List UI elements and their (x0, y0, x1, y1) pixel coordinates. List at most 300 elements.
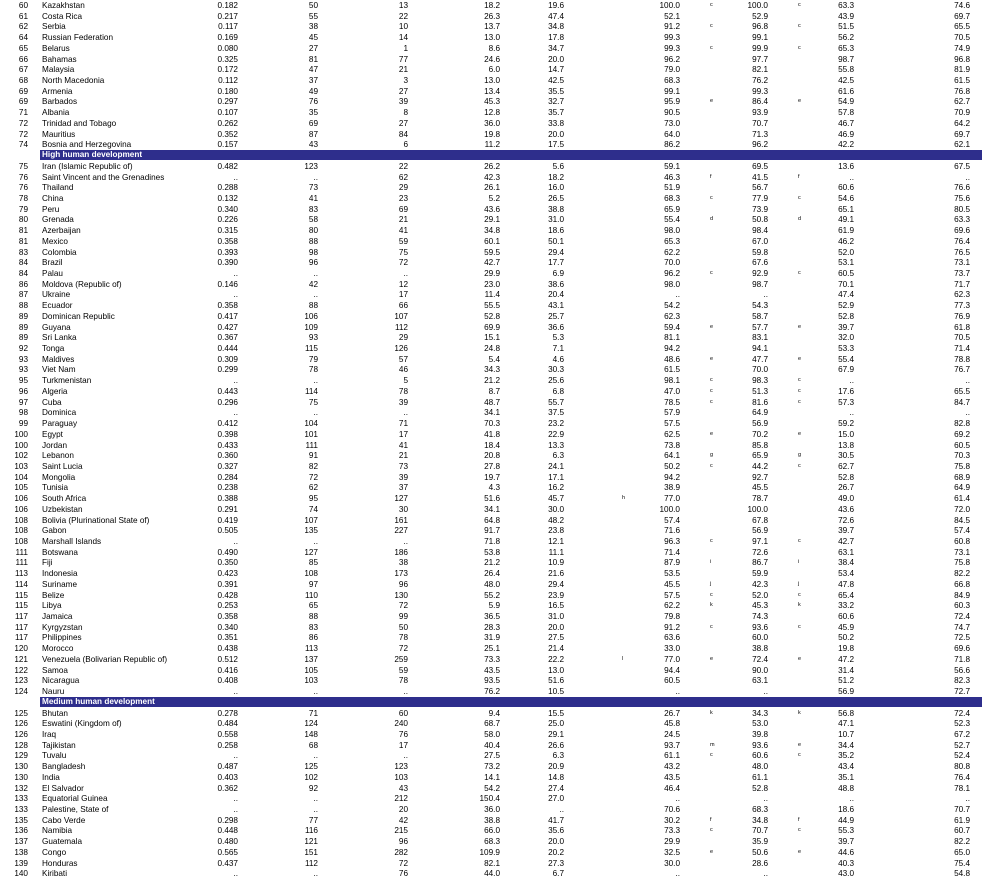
value-cell: 52.8 (838, 472, 854, 482)
value-cell: 59.8 (752, 247, 768, 257)
value-cell: .. (233, 172, 238, 182)
value-cell: c (710, 44, 713, 51)
value-cell: 98 (308, 247, 318, 257)
value-cell: 52.1 (664, 11, 680, 21)
value-cell: 72 (398, 258, 408, 268)
rank-cell: 84 (18, 258, 28, 268)
value-cell: 72.4 (954, 708, 970, 718)
value-cell: .. (313, 751, 318, 761)
table-row (0, 311, 990, 322)
rank-cell: 72 (18, 118, 28, 128)
value-cell: 75.6 (954, 193, 970, 203)
value-cell: .. (313, 408, 318, 418)
value-cell: 62.7 (838, 461, 854, 471)
value-cell: 98.0 (664, 279, 680, 289)
country-name: Eswatini (Kingdom of) (42, 719, 122, 729)
value-cell (798, 504, 804, 515)
value-cell: 44.9 (838, 815, 854, 825)
value-cell (798, 311, 804, 322)
value-cell: 70.1 (838, 279, 854, 289)
value-cell (622, 718, 628, 729)
value-cell: 53.8 (484, 547, 500, 557)
value-cell (710, 547, 716, 558)
value-cell (798, 772, 804, 783)
value-cell: 84 (398, 129, 408, 139)
value-cell: 51.3 (752, 386, 768, 396)
table-row (0, 268, 990, 279)
table-row (0, 64, 990, 75)
value-cell (622, 525, 628, 536)
value-cell: 50.6 (752, 847, 768, 857)
value-cell: 61.1 (752, 772, 768, 782)
value-cell (622, 793, 628, 804)
value-cell: 73.1 (954, 547, 970, 557)
value-cell (710, 525, 716, 536)
value-cell: 30.0 (548, 504, 564, 514)
rank-cell: 103 (14, 461, 28, 471)
value-cell: 16.5 (548, 601, 564, 611)
country-name: Iran (Islamic Republic of) (42, 161, 133, 171)
value-cell: 42.2 (838, 140, 854, 150)
value-cell: 73 (308, 183, 318, 193)
value-cell: 69.7 (954, 11, 970, 21)
value-cell: 0.505 (217, 526, 238, 536)
value-cell: 47.8 (838, 579, 854, 589)
value-cell: 42.3 (752, 579, 768, 589)
country-name: Brazil (42, 258, 63, 268)
value-cell: 68.9 (954, 472, 970, 482)
value-cell: 35.1 (838, 772, 854, 782)
country-name: Grenada (42, 215, 74, 225)
value-cell: 61.1 (664, 751, 680, 761)
rank-cell: 117 (14, 622, 28, 632)
value-cell: 50.1 (548, 236, 564, 246)
value-cell (622, 182, 628, 193)
value-cell: 29.1 (484, 215, 500, 225)
value-cell: 93.9 (752, 108, 768, 118)
value-cell: 34.4 (838, 740, 854, 750)
value-cell: .. (313, 172, 318, 182)
value-cell (622, 322, 628, 333)
value-cell: e (798, 430, 802, 437)
value-cell: 72.5 (954, 633, 970, 643)
value-cell (710, 257, 716, 268)
value-cell: 40.3 (838, 858, 854, 868)
country-name: Bosnia and Herzegovina (42, 140, 132, 150)
value-cell: 63.6 (664, 633, 680, 643)
value-cell: 70.2 (752, 429, 768, 439)
value-cell: 60.0 (752, 633, 768, 643)
value-cell (798, 289, 804, 300)
value-cell: 0.299 (217, 365, 238, 375)
value-cell: 45.3 (752, 601, 768, 611)
value-cell: 103 (304, 676, 318, 686)
rank-cell: 89 (18, 311, 28, 321)
rank-cell: 74 (18, 140, 28, 150)
value-cell: 13.4 (484, 86, 500, 96)
value-cell: 72.4 (954, 612, 970, 622)
value-cell: 5.2 (488, 193, 500, 203)
value-cell: 48.2 (548, 515, 564, 525)
table-row (0, 54, 990, 65)
value-cell: 14.7 (548, 65, 564, 75)
value-cell: 93.5 (484, 676, 500, 686)
value-cell: 99 (398, 612, 408, 622)
value-cell: 96.2 (664, 269, 680, 278)
rank-cell: 125 (14, 708, 28, 718)
value-cell: 94.2 (664, 472, 680, 482)
value-cell: 0.512 (217, 654, 238, 664)
value-cell: 47.4 (548, 11, 564, 21)
value-cell: 32.0 (838, 333, 854, 343)
table-row (0, 418, 990, 429)
value-cell (710, 783, 716, 794)
value-cell (798, 236, 804, 247)
value-cell (710, 729, 716, 740)
value-cell (798, 139, 804, 150)
value-cell: 0.444 (217, 344, 238, 354)
value-cell: 39 (398, 472, 408, 482)
value-cell: .. (313, 687, 318, 697)
value-cell (622, 129, 628, 140)
table-row (0, 568, 990, 579)
value-cell: 98.3 (752, 376, 768, 386)
value-cell: 52.4 (954, 751, 970, 761)
value-cell: 58.0 (484, 729, 500, 739)
value-cell: 29 (398, 183, 408, 193)
value-cell: 0.443 (217, 386, 238, 396)
value-cell: 26.7 (838, 483, 854, 493)
value-cell: 93.6 (752, 622, 768, 632)
country-name: Nicaragua (42, 676, 80, 686)
value-cell: 77.0 (664, 654, 680, 664)
value-cell: 34.8 (752, 815, 768, 825)
value-cell (622, 686, 628, 697)
value-cell (798, 107, 804, 118)
value-cell (622, 257, 628, 268)
value-cell (622, 568, 628, 579)
value-cell: 17 (398, 290, 408, 300)
value-cell: 93 (308, 333, 318, 343)
value-cell: 33.0 (664, 644, 680, 654)
country-name: Malaysia (42, 65, 75, 75)
value-cell: 54.2 (664, 301, 680, 311)
value-cell: 29.1 (548, 729, 564, 739)
country-name: Mexico (42, 236, 68, 246)
value-cell: 27.8 (484, 461, 500, 471)
value-cell: 44.0 (484, 869, 500, 879)
value-cell: 59.4 (664, 322, 680, 332)
value-cell: 137 (304, 654, 318, 664)
value-cell: 21 (398, 451, 408, 461)
value-cell: 1 (403, 43, 408, 53)
value-cell: 0.157 (217, 140, 238, 150)
value-cell: 76.4 (954, 236, 970, 246)
value-cell: 75.4 (954, 858, 970, 868)
value-cell: e (798, 98, 802, 105)
value-cell: 69.7 (954, 129, 970, 139)
value-cell: 22.9 (548, 429, 564, 439)
value-cell: 81.6 (752, 397, 768, 407)
value-cell: 86.4 (752, 97, 768, 107)
value-cell (622, 247, 628, 258)
value-cell: 17.1 (548, 472, 564, 482)
value-cell: 99.3 (664, 43, 680, 53)
value-cell: 20.9 (548, 762, 564, 772)
table-row (0, 622, 990, 633)
value-cell: 59.9 (752, 569, 768, 579)
value-cell: 34.1 (484, 408, 500, 418)
value-cell: 0.358 (217, 236, 238, 246)
value-cell (622, 836, 628, 847)
value-cell: 0.352 (217, 129, 238, 139)
value-cell: c (798, 387, 801, 394)
value-cell: 82.2 (954, 837, 970, 847)
value-cell (622, 632, 628, 643)
value-cell: 259 (394, 654, 408, 664)
table-row (0, 440, 990, 451)
value-cell: 21.2 (484, 558, 500, 568)
table-row (0, 322, 990, 333)
value-cell: 37.5 (548, 408, 564, 418)
rank-cell: 86 (18, 279, 28, 289)
value-cell: c (798, 2, 801, 8)
value-cell: .. (313, 269, 318, 278)
value-cell: 64.0 (664, 129, 680, 139)
value-cell: 60.5 (954, 440, 970, 450)
value-cell: 67.5 (954, 161, 970, 171)
value-cell: 20.0 (548, 622, 564, 632)
value-cell: 0.393 (217, 247, 238, 257)
value-cell: d (798, 216, 802, 223)
value-cell: 69.2 (954, 429, 970, 439)
table-row (0, 632, 990, 643)
value-cell: 50.2 (664, 461, 680, 471)
value-cell: 62.3 (664, 311, 680, 321)
value-cell (622, 665, 628, 676)
country-name: Trinidad and Tobago (42, 118, 117, 128)
rank-cell: 100 (14, 440, 28, 450)
value-cell: c (798, 623, 801, 630)
country-name: Turkmenistan (42, 376, 92, 386)
value-cell: 20.2 (548, 847, 564, 857)
rank-cell: 106 (14, 494, 28, 504)
value-cell: 14 (398, 33, 408, 43)
value-cell: 38.8 (548, 204, 564, 214)
value-cell: 97.7 (752, 54, 768, 64)
value-cell (710, 32, 716, 43)
value-cell: 12.1 (548, 537, 564, 546)
value-cell (622, 11, 628, 22)
value-cell: c (710, 23, 713, 30)
value-cell: c (710, 827, 713, 834)
rank-cell: 108 (14, 515, 28, 525)
value-cell: 56.2 (838, 33, 854, 43)
country-name: Kazakhstan (42, 1, 85, 10)
rank-cell: 61 (18, 11, 28, 21)
value-cell: 78 (398, 676, 408, 686)
value-cell: .. (675, 687, 680, 697)
value-cell: 45.8 (664, 719, 680, 729)
value-cell: .. (313, 805, 318, 814)
value-cell: 67.6 (752, 258, 768, 268)
country-name: Dominica (42, 408, 77, 418)
value-cell: .. (965, 172, 970, 182)
value-cell: l (622, 655, 624, 662)
value-cell: 50.8 (752, 215, 768, 225)
country-name: Tonga (42, 344, 65, 354)
table-row (0, 536, 990, 547)
rank-cell: 62 (18, 22, 28, 32)
value-cell: 21 (398, 215, 408, 225)
value-cell: 10 (398, 22, 408, 32)
value-cell (710, 54, 716, 65)
value-cell: 0.217 (217, 11, 238, 21)
value-cell: .. (763, 869, 768, 879)
value-cell: c (710, 2, 713, 8)
value-cell: 65.3 (664, 236, 680, 246)
rank-cell: 113 (14, 569, 28, 579)
rank-cell: 108 (14, 526, 28, 536)
country-name: Suriname (42, 579, 78, 589)
value-cell: 60.6 (838, 612, 854, 622)
rank-cell: 92 (18, 344, 28, 354)
value-cell: 26.3 (484, 11, 500, 21)
value-cell: g (798, 452, 802, 459)
value-cell: 64.2 (954, 118, 970, 128)
value-cell (622, 75, 628, 86)
value-cell: 54.6 (838, 193, 854, 203)
rank-cell: 71 (18, 108, 28, 118)
value-cell: 26.1 (484, 183, 500, 193)
value-cell: 60.7 (954, 826, 970, 836)
value-cell: 0.340 (217, 204, 238, 214)
value-cell: 17.8 (548, 33, 564, 43)
value-cell: 76 (398, 869, 408, 879)
value-cell: 74 (308, 504, 318, 514)
value-cell: 26.5 (548, 193, 564, 203)
value-cell: 35.5 (548, 86, 564, 96)
value-cell: 60.1 (484, 236, 500, 246)
value-cell: 36.0 (484, 805, 500, 814)
value-cell: 76.2 (484, 687, 500, 697)
country-name: Bhutan (42, 708, 68, 718)
value-cell (622, 289, 628, 300)
table-row (0, 472, 990, 483)
table-row (0, 718, 990, 729)
table-row (0, 590, 990, 601)
value-cell: 24.8 (484, 344, 500, 354)
rank-cell: 138 (14, 847, 28, 857)
value-cell: 55.4 (838, 354, 854, 364)
country-name: Egypt (42, 429, 63, 439)
value-cell (622, 43, 628, 54)
value-cell: 282 (394, 847, 408, 857)
table-row (0, 686, 990, 697)
value-cell (622, 268, 628, 279)
rank-cell: 60 (18, 1, 28, 10)
value-cell: 71.3 (752, 129, 768, 139)
value-cell: 97 (308, 579, 318, 589)
value-cell: 91 (308, 451, 318, 461)
value-cell: 46.3 (664, 172, 680, 182)
value-cell: 0.416 (217, 665, 238, 675)
value-cell: 25.7 (548, 311, 564, 321)
value-cell (622, 311, 628, 322)
value-cell: 20.8 (484, 451, 500, 461)
table-row (0, 236, 990, 247)
value-cell: 64.9 (752, 408, 768, 418)
value-cell: 93.6 (752, 740, 768, 750)
table-row (0, 493, 990, 504)
country-name: Fiji (42, 558, 53, 568)
rank-cell: 81 (18, 236, 28, 246)
value-cell: 27 (398, 118, 408, 128)
value-cell: 47.7 (752, 354, 768, 364)
value-cell: 59 (398, 665, 408, 675)
value-cell: 52.8 (838, 311, 854, 321)
value-cell: 69.9 (484, 322, 500, 332)
rank-cell: 121 (14, 654, 28, 664)
value-cell: 27.3 (548, 858, 564, 868)
value-cell: 24.1 (548, 461, 564, 471)
value-cell: 49 (308, 86, 318, 96)
table-row (0, 86, 990, 97)
country-name: Paraguay (42, 419, 78, 429)
value-cell: 70.6 (664, 805, 680, 814)
country-name: Russian Federation (42, 33, 113, 43)
value-cell: 95.9 (664, 97, 680, 107)
value-cell: 96 (308, 258, 318, 268)
value-cell (622, 472, 628, 483)
country-name: Serbia (42, 22, 66, 32)
value-cell: 82.3 (954, 676, 970, 686)
rank-cell: 115 (14, 601, 28, 611)
value-cell (710, 793, 716, 804)
value-cell (710, 236, 716, 247)
value-cell (798, 515, 804, 526)
value-cell: 74.3 (752, 612, 768, 622)
value-cell: 86 (308, 633, 318, 643)
country-name: Tajikistan (42, 740, 76, 750)
rank-cell: 96 (18, 386, 28, 396)
value-cell: 0.390 (217, 258, 238, 268)
value-cell: 28.6 (752, 858, 768, 868)
country-name: Honduras (42, 858, 78, 868)
value-cell: 78 (308, 365, 318, 375)
value-cell: 77 (308, 815, 318, 825)
value-cell: 8.7 (488, 386, 500, 396)
value-cell: 38.4 (838, 558, 854, 568)
value-cell: 61.9 (954, 815, 970, 825)
value-cell: 52.9 (838, 301, 854, 311)
value-cell: 61.6 (838, 86, 854, 96)
value-cell: 0.325 (217, 54, 238, 64)
value-cell: 105 (304, 665, 318, 675)
rank-cell: 120 (14, 644, 28, 654)
value-cell: 68 (308, 740, 318, 750)
value-cell: 40.4 (484, 740, 500, 750)
rank-cell: 126 (14, 729, 28, 739)
value-cell (798, 11, 804, 22)
country-name: Ecuador (42, 301, 73, 311)
value-cell: 76 (398, 729, 408, 739)
country-name: Mongolia (42, 472, 76, 482)
table-row (0, 611, 990, 622)
value-cell (622, 300, 628, 311)
value-cell: 83 (308, 204, 318, 214)
value-cell: 66 (398, 301, 408, 311)
